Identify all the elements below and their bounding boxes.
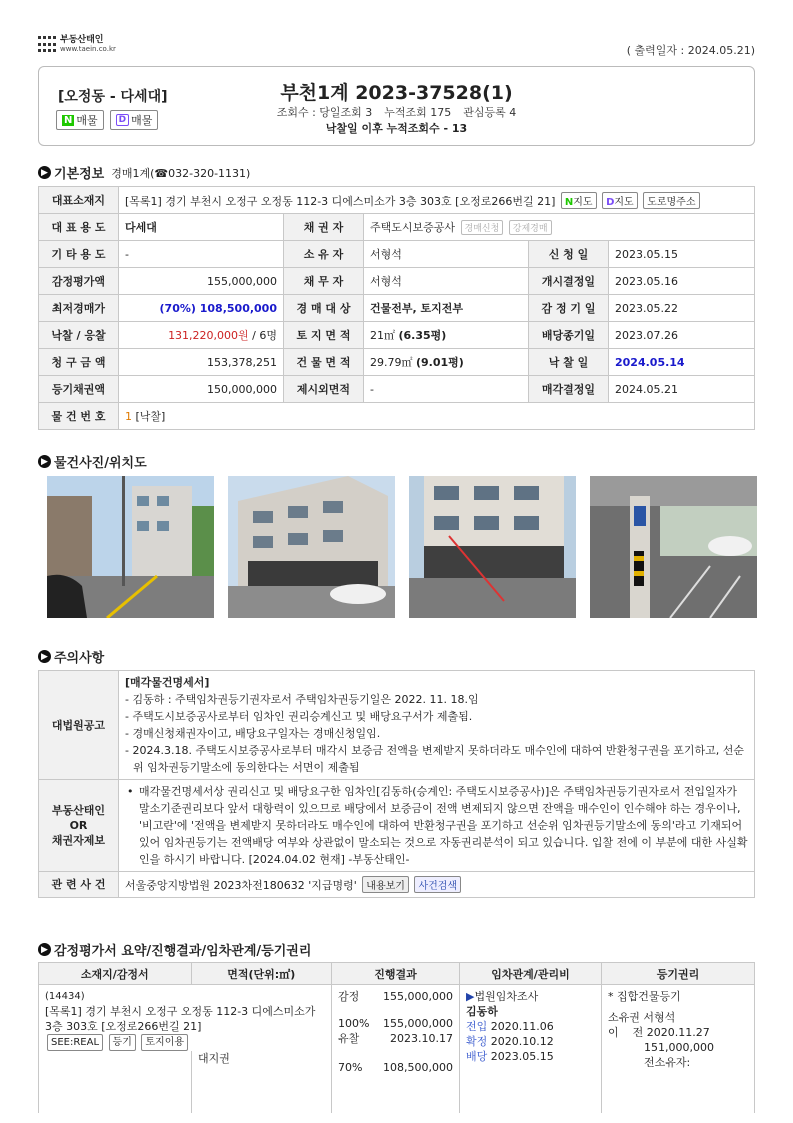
view-counts: 조회수 : 당일조회 3 누적조회 175 관심등록 4 (276, 106, 517, 119)
tenant-row: 배당 2023.05.15 (466, 1050, 554, 1063)
creditor: 주택도시보증공사 (370, 221, 456, 234)
land-use-button[interactable]: 토지이용 (141, 1034, 188, 1051)
zip-code: (14434) (45, 991, 85, 1002)
basic-info-table: 대표소재지 [목록1] 경기 부천시 오정구 오정동 112-3 디에스미소가 3층 303호 [오정로266번길 21] N지도 D지도 도로명주소 대 표 용 도 다세대 채 권 자 주택도시보증공사 경매신청 강제경매 기 타 용 도 - 소 유 자 서형석 신 청 일 2023.05.15 감정평가액 155,000,000 채 무 자 서형석 개시결정일 2023.05.16 최저경매가 (70%) 108,500,000 경 매 대 상 건물전부, 토지전부 감 정 기 일 2023.05.22 낙찰 / 응찰 131,220,000원 / 6명 토 지 면 적 21㎡ (6.35평) 배당종기일 2023.07.26 청 구 금 액 153,378,251 건 물 면 적 29.79㎡ (9.01평) 낙 찰 일 2024.05.14 등기채권액 150,000,000 제시외면적 - 매각결정일 2024.05.21 물 건 번 호 1 [낙찰] (38, 186, 755, 430)
section-arrow-icon: ▶ (38, 943, 51, 956)
prog-row: 100% 155,000,000 (338, 1017, 453, 1030)
print-date: ( 출력일자 : 2024.05.21) (626, 44, 755, 57)
sale-date: 2024.05.14 (609, 349, 755, 376)
prog-row: 감정 155,000,000 (338, 990, 453, 1003)
start-date: 2023.05.16 (609, 268, 755, 295)
appraisal-date: 2023.05.22 (609, 295, 755, 322)
registry-amount: 151,000,000 (644, 1041, 714, 1054)
other-use: - (119, 241, 284, 268)
dong-type: [오정동 - 다세대] (58, 89, 168, 105)
case-number: 부천1계 2023-37528(1) (280, 82, 513, 104)
appraisal-address: [목록1] 경기 부천시 오정구 오정동 112-3 디에스미소가 3층 303호 [오정로266번길 21] (45, 1005, 316, 1033)
photo-parking-lot[interactable] (590, 476, 757, 618)
court-notice-list (125, 691, 748, 776)
triangle-icon: ▶ (466, 990, 475, 1003)
taein-analysis: • 매각물건명세서상 권리신고 및 배당요구한 임차인[김동하(승계인: 주택도시보증공사)]은 주택임차권등기권자로서 전입일자가 말소기준권리보다 앞서 대항력이 있으므로 배당에서 보증금이 전액 변제되지 않으면 잔액을 매수인이 인수해야 하는 경우이나, '비고란'에 '전액을 변제받지 못하더라도 매수인에 대하여 반환청구권을 포기하고 선순위 임차권등기말소에 동의'라고 기재되어 있어 임차권등기는 전액배당 여부와 상관없이 말소되는 것으로 자동권리분석이 되고 있습니다. 입찰 전에 이 부분에 대한 사실확인을 하시기 바랍니다. [2024.04.02 현재] -부동산태인- (125, 783, 748, 868)
daum-icon: D (116, 114, 129, 126)
minimum-price: (70%) 108,500,000 (119, 295, 284, 322)
address: [목록1] 경기 부천시 오정구 오정동 112-3 디에스미소가 3층 303호 [오정로266번길 21] (125, 194, 556, 208)
list-item: - 경매신청채권자이고, 배당요구일자는 경매신청일임. (125, 727, 381, 740)
appraisal-value: 155,000,000 (119, 268, 284, 295)
registry-button[interactable]: 등기 (109, 1034, 136, 1051)
owner: 서형석 (364, 241, 529, 268)
section-arrow-icon: ▶ (38, 455, 51, 468)
main-use: 다세대 (119, 214, 284, 241)
section-arrow-icon: ▶ (38, 650, 51, 663)
apply-date: 2023.05.15 (609, 241, 755, 268)
section-notice: ▶ 주의사항 (38, 647, 104, 666)
daum-listing-button[interactable]: D 매물 (110, 110, 159, 130)
forced-auction-chip: 강제경매 (509, 220, 552, 235)
excluded-area: - (364, 376, 529, 403)
registered-claim: 150,000,000 (119, 376, 284, 403)
prog-row: 유찰 2023.10.17 (338, 1032, 453, 1045)
case-search-button[interactable]: 사건검색 (414, 876, 461, 893)
logo-grid-icon (38, 36, 56, 54)
registry-owner: 소유권 서형석 (608, 1011, 676, 1024)
registry-transfer: 이 전 2020.11.27 (608, 1026, 710, 1039)
winning-bid: 131,220,000원 / 6명 (119, 322, 284, 349)
road-address-button[interactable]: 도로명주소 (643, 192, 699, 209)
list-item: - 김동하 : 주택임차권등기권자로서 주택임차권등기일은 2022. 11. 18.임 (125, 693, 479, 706)
view-content-button[interactable]: 내용보기 (362, 876, 409, 893)
land-area: 21㎡ (6.35평) (364, 322, 529, 349)
item-number: 1 [낙찰] (119, 403, 755, 430)
tenant-head: ▶법원임차조사 (466, 990, 539, 1003)
photo-building-front[interactable] (228, 476, 395, 618)
registry-prev-owner: 전소유자: (644, 1056, 691, 1069)
photo-strip (47, 476, 757, 618)
sale-decision-date: 2024.05.21 (609, 376, 755, 403)
tenant-name: 김동하 (466, 1005, 498, 1018)
tenant-row: 전입 2020.11.06 (466, 1020, 554, 1033)
dividend-deadline: 2023.07.26 (609, 322, 755, 349)
debtor: 서형석 (364, 268, 529, 295)
section-arrow-icon: ▶ (38, 166, 51, 179)
site-logo (38, 36, 116, 54)
section-photos: ▶ 물건사진/위치도 (38, 452, 147, 471)
auction-apply-chip: 경매신청 (461, 220, 504, 235)
notice-table: 대법원공고 [매각물건명세서] - 김동하 : 주택임차권등기권자로서 주택임차권등기일은 2022. 11. 18.임 - 주택도시보증공사로부터 임차인 권리승계신고 및 배당요구서가 제출됨. - 경매신청채권자이고, 배당요구일자는 경매신청일임. - 2024.3.18. 주택도시보증공사로부터 매각시 보증금 전액을 변제받지 못하더라도 매수인에 대하여 반환청구권을 포기하고, 선순위 임차권등기말소에 동의한다는 서면이 제출됨 부동산태인 OR 채권자제보 • 매각물건명세서상 권리신고 및 배당요구한 임차인[김동하(승계인: 주택도시보증공사)]은 주택임차권등기권자로서 전입일자가 말소기준권리보다 앞서 대항력이 있으므로 배당에서 보증금이 전액 변제되지 않으면 잔액을 매수인이 인수해야 하는 경우이나, '비고란'에 '전액을 변제받지 못하더라도 매수인에 대하여 반환청구권을 포기하고 선순위 임차권등기말소에 동의'라고 기재되어 있어 임차권등기는 전액배당 여부와 상관없이 말소되는 것으로 자동권리분석이 되고 있습니다. 입찰 전에 이 부분에 대한 사실확인을 하시기 바랍니다. [2024.04.02 현재] -부동산태인- 관 련 사 건 서울중앙지방법원 2023차전180632 '지급명령' 내용보기 사건검색 (38, 670, 755, 898)
naver-icon: N (64, 114, 73, 126)
logo-url: www.taein.co.kr (60, 45, 116, 53)
tenant-row: 확정 2020.10.12 (466, 1035, 554, 1048)
views-after-sale: 낙찰일 이후 누적조회수 - 13 (325, 122, 468, 135)
court-notice-head: [매각물건명세서] (125, 676, 210, 689)
naver-listing-button[interactable]: N 매물 (56, 110, 104, 130)
seereal-button[interactable]: SEE:REAL (47, 1034, 103, 1051)
appraisal-table: 소재지/감정서 면적(단위:㎡) 진행결과 임차관계/관리비 등기권리 (14434) [목록1] 경기 부천시 오정구 오정동 112-3 디에스미소가 3층 303호 [오정로266번길 21] SEE:REAL 등기 토지이용 대지권 감정 155,000,000 100% 155,000,000 유찰 2023.10.17 70% 108,500,000 ▶법원임차조사 김동하 전입 2020.11.06 확정 2020.10.12 배당 2023.05.15 * 집합건물등기 소유권 서형석 이 전 2020.11.27 151,000,000 전소유자: (38, 962, 755, 1113)
claim-amount: 153,378,251 (119, 349, 284, 376)
photo-street-view[interactable] (47, 476, 214, 618)
prog-row: 70% 108,500,000 (338, 1061, 453, 1074)
auction-target: 건물전부, 토지전부 (364, 295, 529, 322)
list-item: - 주택도시보증공사로부터 임차인 권리승계신고 및 배당요구서가 제출됨. (125, 710, 473, 723)
section-basic-info: ▶ 기본정보 경매1계(☎032-320-1131) (38, 163, 250, 182)
naver-map-button[interactable]: N지도 (561, 192, 597, 209)
building-area: 29.79㎡ (9.01평) (364, 349, 529, 376)
logo-name: 부동산태인 (60, 35, 104, 45)
photo-building-entrance[interactable] (409, 476, 576, 618)
section-appraisal: ▶ 감정평가서 요약/진행결과/임차관계/등기권리 (38, 940, 311, 959)
daum-map-button[interactable]: D지도 (602, 192, 638, 209)
registry-head: * 집합건물등기 (608, 990, 681, 1003)
related-case: 서울중앙지방법원 2023차전180632 '지급명령' (125, 879, 357, 892)
taein-label: 부동산태인 OR 채권자제보 (39, 780, 119, 872)
court-phone: 경매1계(☎032-320-1131) (111, 166, 251, 180)
land-right: 대지권 (191, 1051, 331, 1113)
list-item: - 2024.3.18. 주택도시보증공사로부터 매각시 보증금 전액을 변제받지 못하더라도 매수인에 대하여 반환청구권을 포기하고, 선순위 임차권등기말소에 동의한다는 서면이 제출됨 (125, 744, 744, 774)
